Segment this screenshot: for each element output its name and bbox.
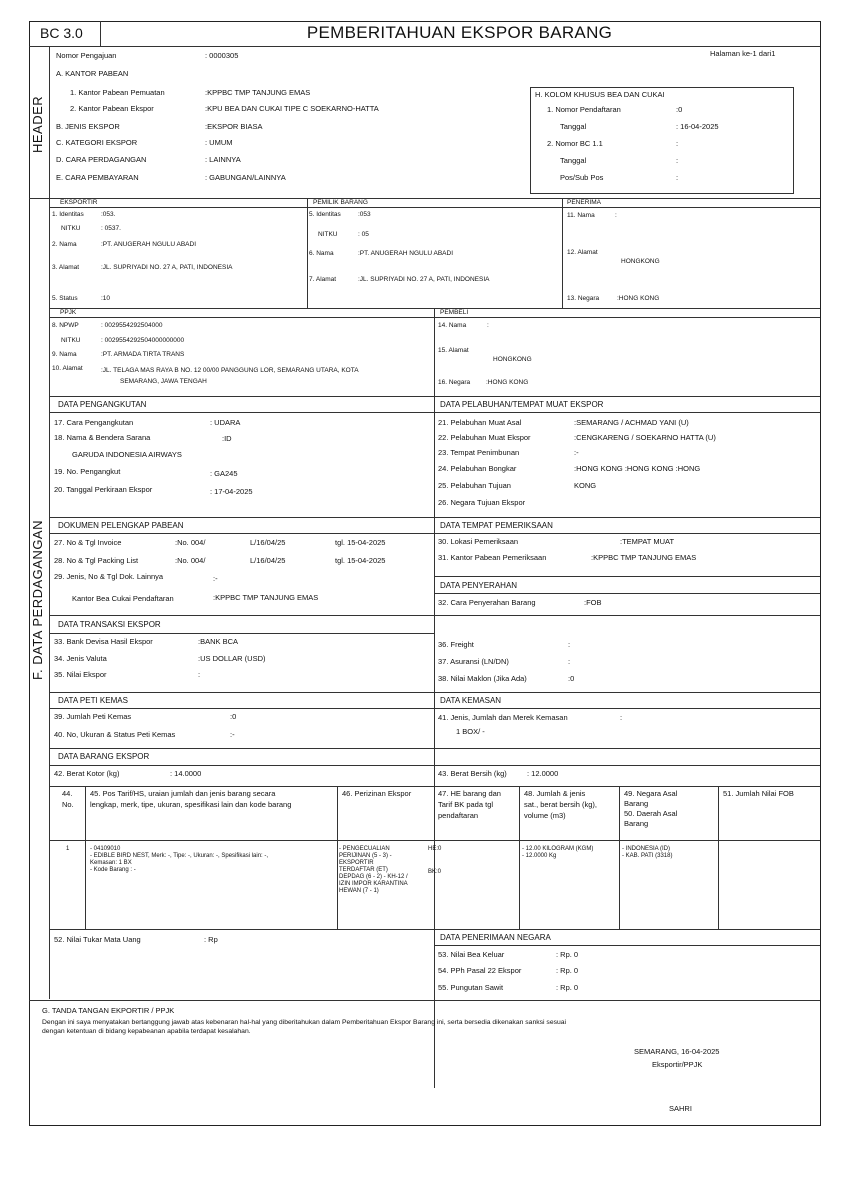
signature-role: Eksportir/PPJK [652, 1060, 703, 1069]
item-izin-4: TERDAFTAR (ET) [339, 867, 388, 873]
angkut-heading-divider [49, 412, 820, 413]
f23-value: :- [574, 448, 579, 457]
f32-value: :FOB [584, 598, 602, 607]
side-label-trade: F. DATA PERDAGANGAN [30, 520, 45, 680]
a1-value: :KPPBC TMP TANJUNG EMAS [205, 88, 311, 97]
r11-value: : [615, 212, 617, 219]
f28-value-suffix: L/16/04/25 [250, 556, 286, 565]
f39-label: 39. Jumlah Peti Kemas [54, 712, 132, 721]
h45a: 45. Pos Tarif/HS, uraian jumlah dan jenis barang secara [90, 789, 276, 798]
f24-value: :HONG KONG :HONG KONG :HONG [574, 464, 701, 473]
r13-label: 13. Negara [567, 295, 600, 302]
j9-label: 9. Nama [52, 351, 77, 358]
item-description: - EDIBLE BIRD NEST, Merk: -, Tipe: -, Ukuran: -, Spesifikasi lain: -, [90, 853, 269, 859]
kolom-khusus-heading: H. KOLOM KHUSUS BEA DAN CUKAI [535, 90, 665, 99]
f31-value: :KPPBC TMP TANJUNG EMAS [591, 553, 697, 562]
item-code: - Kode Barang : - [90, 867, 136, 873]
f18-value: :ID [222, 434, 232, 443]
f28-label: 28. No & Tgl Packing List [54, 556, 139, 565]
parties-heading-divider [49, 207, 820, 208]
item-bk: BK:0 [428, 869, 442, 875]
e-nitku-label: NITKU [61, 225, 81, 232]
p7-value: :JL. SUPRIYADI NO. 27 A, PATI, INDONESIA [358, 276, 490, 283]
center-divider [434, 308, 435, 1088]
f28-value: :No. 004/ [175, 556, 206, 565]
f38-label: 38. Nilai Maklon (Jika Ada) [438, 674, 527, 683]
c-value: : UMUM [205, 138, 233, 147]
kantor-pabean-heading: A. KANTOR PABEAN [56, 69, 129, 78]
e-nitku-value: : 0537. [101, 225, 121, 232]
item-packaging: Kemasan: 1 BX [90, 860, 132, 866]
items-header-divider [49, 840, 820, 841]
p6-value: :PT. ANUGERAH NGULU ABADI [358, 250, 453, 257]
f43-value: : 12.0000 [527, 769, 559, 778]
h-tanggal2-value: : [676, 156, 679, 165]
signatory-name: SAHRI [669, 1104, 692, 1113]
f55-label: 55. Pungutan Sawit [438, 983, 504, 992]
transaksi-heading-divider [49, 633, 434, 634]
j8-label: 8. NPWP [52, 322, 79, 329]
j10-label: 10. Alamat [52, 365, 83, 372]
f35-value: : [198, 670, 201, 679]
h46: 46. Perizinan Ekspor [342, 789, 412, 798]
f52-label: 52. Nilai Tukar Mata Uang [54, 935, 141, 944]
f36-value: : [568, 640, 571, 649]
b-label: B. JENIS EKSPOR [56, 122, 120, 131]
h-tanggal1-label: Tanggal [560, 122, 587, 131]
eksportir-heading: EKSPORTIR [60, 199, 98, 206]
kantor-pendaftaran-value: :KPPBC TMP TANJUNG EMAS [213, 593, 319, 602]
pelabuhan-heading: DATA PELABUHAN/TEMPAT MUAT EKSPOR [440, 400, 604, 409]
j8-value: : 0029554292504000 [101, 322, 163, 329]
ppjk-heading: PPJK [60, 309, 77, 316]
f54-label: 54. PPh Pasal 22 Ekspor [438, 966, 522, 975]
h-pos-value: : [676, 173, 679, 182]
h2-value: : [676, 139, 679, 148]
item-izin-3: EKSPORTIR [339, 860, 374, 866]
h44b: No. [62, 800, 74, 809]
declaration-line-2: dengan ketentuan di bidang kepabeanan apabila terdapat kesalahan. [42, 1028, 251, 1035]
item-hs-code: - 04109010 [90, 846, 121, 852]
dokumen-heading: DOKUMEN PELENGKAP PABEAN [58, 521, 184, 530]
penyerahan-heading-divider [434, 593, 820, 594]
f20-label: 20. Tanggal Perkiraan Ekspor [54, 485, 153, 494]
f19-label: 19. No. Pengangkut [54, 467, 121, 476]
h-pos-label: Pos/Sub Pos [560, 173, 604, 182]
p5-label: 5. Identitas [309, 211, 341, 218]
items-col-4 [619, 786, 620, 929]
f41-value: : [620, 713, 623, 722]
penerimaan-heading-divider [434, 945, 820, 946]
h44: 44. [62, 789, 73, 798]
header-bottom-divider [29, 198, 820, 199]
item-izin-2: PERIJINAN (5 - 3) - [339, 853, 392, 859]
f18-vessel: GARUDA INDONESIA AIRWAYS [72, 450, 182, 459]
f42-label: 42. Berat Kotor (kg) [54, 769, 120, 778]
j9-value: :PT. ARMADA TIRTA TRANS [101, 351, 185, 358]
penerimaan-heading: DATA PENERIMAAN NEGARA [440, 933, 551, 942]
f21-label: 21. Pelabuhan Muat Asal [438, 418, 522, 427]
f33-label: 33. Bank Devisa Hasil Ekspor [54, 637, 153, 646]
item-origin-region: - KAB. PATI (3318) [622, 853, 673, 859]
peti-top-divider [49, 692, 820, 693]
b16-label: 16. Negara [438, 379, 471, 386]
f40-value: :- [230, 730, 235, 739]
dokumen-heading-divider [49, 533, 820, 534]
a1-label: 1. Kantor Pabean Pemuatan [70, 88, 165, 97]
p7-label: 7. Alamat [309, 276, 337, 283]
title-divider [29, 46, 820, 47]
d-label: D. CARA PERDAGANGAN [56, 155, 147, 164]
f37-label: 37. Asuransi (LN/DN) [438, 657, 509, 666]
f30-value: :TEMPAT MUAT [620, 537, 675, 546]
barang-heading: DATA BARANG EKSPOR [58, 752, 150, 761]
f34-value: :US DOLLAR (USD) [198, 654, 266, 663]
f35-label: 35. Nilai Ekspor [54, 670, 107, 679]
e5-label: 5. Status [52, 295, 78, 302]
r13-value: :HONG KONG [617, 295, 660, 302]
e-label: E. CARA PEMBAYARAN [56, 173, 139, 182]
items-col-2 [337, 786, 338, 929]
item-qty: - 12.00 KILOGRAM (KGM) [522, 846, 594, 852]
barang-top-divider [49, 748, 820, 749]
item-izin-5: DEPDAG (6 - 2) - KH-12 / [339, 874, 408, 880]
f41-label: 41. Jenis, Jumlah dan Merek Kemasan [438, 713, 568, 722]
j10-value-line2: SEMARANG, JAWA TENGAH [120, 378, 207, 385]
f39-value: :0 [230, 712, 237, 721]
item-izin-7: HEWAN (7 - 1) [339, 888, 379, 894]
f18-label: 18. Nama & Bendera Sarana [54, 433, 151, 442]
parties-divider-1 [307, 198, 308, 308]
f30-label: 30. Lokasi Pemeriksaan [438, 537, 519, 546]
d-value: : LAINNYA [205, 155, 241, 164]
e2-value: :PT. ANUGERAH NGULU ABADI [101, 241, 196, 248]
b14-value: : [487, 322, 489, 329]
h49a: 49. Negara Asal [624, 789, 678, 798]
kantor-pendaftaran-label: Kantor Bea Cukai Pendaftaran [72, 594, 174, 603]
a2-value: :KPU BEA DAN CUKAI TIPE C SOEKARNO-HATTA [205, 104, 379, 113]
nomor-pengajuan-value: : 0000305 [205, 51, 239, 60]
p-nitku-label: NITKU [318, 231, 338, 238]
f22-value: :CENGKARENG / SOEKARNO HATTA (U) [574, 433, 716, 442]
item-izin-1: - PENGECUALIAN [339, 846, 390, 852]
h48b: sat., berat bersih (kg), [524, 800, 597, 809]
angkut-top-divider [49, 396, 820, 397]
item-he: HE:0 [428, 846, 442, 852]
f28-date: tgl. 15-04-2025 [335, 556, 386, 565]
h50a: 50. Daerah Asal [624, 809, 678, 818]
f25-label: 25. Pelabuhan Tujuan [438, 481, 511, 490]
h-tanggal1-value: : 16-04-2025 [676, 122, 719, 131]
page-number: Halaman ke-1 dari1 [710, 49, 776, 58]
pembeli-heading: PEMBELI [440, 309, 469, 316]
h1-label: 1. Nomor Pendaftaran [547, 105, 621, 114]
f27-date: tgl. 15-04-2025 [335, 538, 386, 547]
f52-value: : Rp [204, 935, 218, 944]
f32-label: 32. Cara Penyerahan Barang [438, 598, 536, 607]
e-value: : GABUNGAN/LAINNYA [205, 173, 286, 182]
h48c: volume (m3) [524, 811, 566, 820]
b16-value: :HONG KONG [486, 379, 529, 386]
signature-place-date: SEMARANG, 16-04-2025 [634, 1047, 720, 1056]
h48a: 48. Jumlah & jenis [524, 789, 586, 798]
kemasan-heading: DATA KEMASAN [440, 696, 502, 705]
penyerahan-heading: DATA PENYERAHAN [440, 581, 518, 590]
side-label-header: HEADER [30, 95, 45, 153]
e3-label: 3. Alamat [52, 264, 80, 271]
f36-label: 36. Freight [438, 640, 474, 649]
f37-value: : [568, 657, 571, 666]
j-nitku-value: : 0029554292504000000000 [101, 337, 185, 344]
h2-label: 2. Nomor BC 1.1 [547, 139, 603, 148]
items-col-1 [85, 786, 86, 929]
e3-value: :JL. SUPRIYADI NO. 27 A, PATI, INDONESIA [101, 264, 233, 271]
items-bottom-divider [49, 929, 820, 930]
c-label: C. KATEGORI EKSPOR [56, 138, 138, 147]
items-top-divider [49, 786, 820, 787]
f24-label: 24. Pelabuhan Bongkar [438, 464, 517, 473]
f23-label: 23. Tempat Penimbunan [438, 448, 520, 457]
f27-label: 27. No & Tgl Invoice [54, 538, 122, 547]
f31-label: 31. Kantor Pabean Pemeriksaan [438, 553, 547, 562]
f27-value-suffix: L/16/04/25 [250, 538, 286, 547]
form-title: PEMBERITAHUAN EKSPOR BARANG [306, 23, 613, 42]
f33-value: :BANK BCA [198, 637, 239, 646]
side-column-divider [49, 46, 50, 999]
p6-label: 6. Nama [309, 250, 334, 257]
h-tanggal2-label: Tanggal [560, 156, 587, 165]
f34-label: 34. Jenis Valuta [54, 654, 107, 663]
barang-heading-divider [49, 765, 820, 766]
e2-label: 2. Nama [52, 241, 77, 248]
e1-label: 1. Identitas [52, 211, 84, 218]
j10-value-line1: :JL. TELAGA MAS RAYA B NO. 12 00/00 PANGGUNG LOR, SEMARANG UTARA, KOTA [101, 367, 359, 374]
f42-value: : 14.0000 [170, 769, 202, 778]
f21-value: :SEMARANG / ACHMAD YANI (U) [574, 418, 689, 427]
form-code: BC 3.0 [40, 25, 83, 41]
nomor-pengajuan-label: Nomor Pengajuan [56, 51, 117, 60]
item-origin-country: - INDONESIA (ID) [622, 846, 671, 852]
f55-value: : Rp. 0 [556, 983, 579, 992]
f41-packaging: 1 BOX/ - [456, 727, 485, 736]
h47b: Tarif BK pada tgl [438, 800, 494, 809]
b15-label: 15. Alamat [438, 347, 469, 354]
f38-value: :0 [568, 674, 575, 683]
item-row-no: 1 [66, 846, 70, 852]
penyerahan-top-divider [434, 576, 820, 577]
f54-value: : Rp. 0 [556, 966, 579, 975]
f40-label: 40. No, Ukuran & Status Peti Kemas [54, 730, 176, 739]
items-col-5 [718, 786, 719, 929]
r11-label: 11. Nama [567, 212, 595, 219]
f43-label: 43. Berat Bersih (kg) [438, 769, 507, 778]
signature-heading: G. TANDA TANGAN EKPORTIR / PPJK [42, 1006, 175, 1015]
f25-value: KONG [574, 481, 597, 490]
peti-heading-divider [49, 708, 820, 709]
h49b: Barang [624, 799, 649, 808]
f22-label: 22. Pelabuhan Muat Ekspor [438, 433, 531, 442]
h47c: pendaftaran [438, 811, 479, 820]
r12-label: 12. Alamat [567, 249, 598, 256]
declaration-line-1: Dengan ini saya menyatakan bertanggung jawab atas kebenaran hal-hal yang diberitahukan dalam Pemberitahuan Ekspor Barang ini, serta bersedia dikenakan sanksi sesuai [42, 1019, 567, 1026]
f27-value: :No. 004/ [175, 538, 206, 547]
f29-label: 29. Jenis, No & Tgl Dok. Lainnya [54, 572, 164, 581]
f20-value: : 17-04-2025 [210, 487, 253, 496]
f17-label: 17. Cara Pengangkutan [54, 418, 134, 427]
parties-divider-2 [562, 198, 563, 308]
pemilik-heading: PEMILIK BARANG [313, 199, 368, 206]
f53-label: 53. Nilai Bea Keluar [438, 950, 505, 959]
f26-label: 26. Negara Tujuan Ekspor [438, 498, 526, 507]
b15-value: HONGKONG [493, 356, 532, 363]
e5-value: :10 [101, 295, 111, 302]
h1-value: :0 [676, 105, 683, 114]
item-izin-6: IZIN IMPOR KARANTINA [339, 881, 408, 887]
h47a: 47. HE barang dan [438, 789, 501, 798]
j-nitku-label: NITKU [61, 337, 81, 344]
h45b: lengkap, merk, tipe, ukuran, spesifikasi lain dan kode barang [90, 800, 292, 809]
angkut-heading: DATA PENGANGKUTAN [58, 400, 147, 409]
transaksi-heading: DATA TRANSAKSI EKSPOR [58, 620, 161, 629]
b14-label: 14. Nama [438, 322, 467, 329]
p-nitku-value: : 05 [358, 231, 369, 238]
item-weight: - 12.0000 Kg [522, 853, 557, 859]
r12-value: HONGKONG [621, 258, 660, 265]
h51: 51. Jumlah Nilai FOB [723, 789, 794, 798]
penerima-heading: PENERIMA [567, 199, 601, 206]
f53-value: : Rp. 0 [556, 950, 579, 959]
transaksi-top-divider [49, 615, 820, 616]
periksa-heading: DATA TEMPAT PEMERIKSAAN [440, 521, 553, 530]
items-col-3 [519, 786, 520, 929]
f19-value: : GA245 [210, 469, 238, 478]
h50b: Barang [624, 819, 649, 828]
a2-label: 2. Kantor Pabean Ekspor [70, 104, 154, 113]
e1-value: :053. [101, 211, 116, 218]
signature-top-divider [29, 1000, 820, 1001]
p5-value: :053 [358, 211, 371, 218]
dokumen-top-divider [49, 517, 820, 518]
b-value: :EKSPOR BIASA [205, 122, 263, 131]
f17-value: : UDARA [210, 418, 241, 427]
f29-value: :- [213, 574, 218, 583]
peti-heading: DATA PETI KEMAS [58, 696, 128, 705]
